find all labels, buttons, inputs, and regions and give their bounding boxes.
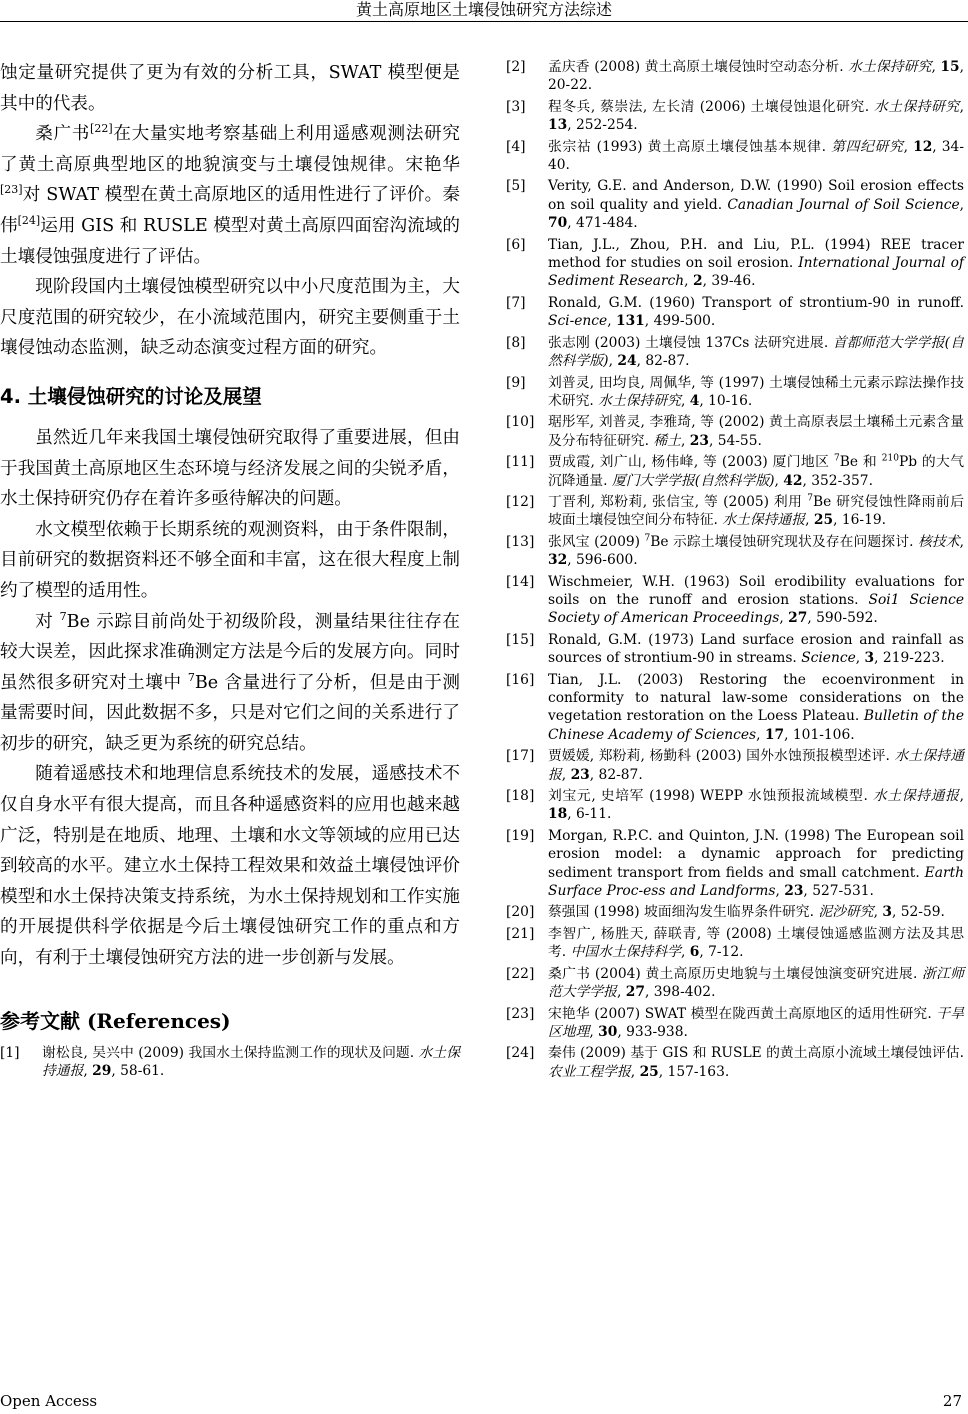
reference-item: [9] 刘普灵, 田均良, 周佩华, 等 (1997) 土壤侵蚀稀土元素示踪法操作技术研究. 水土保持研究, 4, 10-16. [506,374,964,409]
reference-item: [12] 丁晋利, 郑粉莉, 张信宝, 等 (2005) 利用 $^7$Be 研究侵蚀性降雨前后坡面土壤侵蚀空间分布特征. 水土保持通报, 25, 16-19. [506,493,964,529]
reference-item: [22] 桑广书 (2004) 黄土高原历史地貌与土壤侵蚀演变研究进展. 浙江师范大学学报, 27, 398-402. [506,965,965,1001]
paragraph-current-status: 现阶段国内土壤侵蚀模型研究以中小尺度范围为主，大尺度范围的研究较少，在小流域范围内，研究主要侧重于土壤侵蚀动态监测，缺乏动态演变过程方面的研究。 [0,277,460,359]
reference-number: [6] [506,236,526,253]
reference-number: [15] [506,631,535,648]
reference-item: [15] Ronald, G.M. (1973) Land surface erosion and rainfall as sources of strontium-90 in streams. Science, 3, 219-223. [506,631,964,667]
reference-number: [9] [506,374,526,391]
reference-number: [13] [506,533,535,550]
reference-item: [24] 秦伟 (2009) 基于 GIS 和 RUSLE 的黄土高原小流域土壤侵蚀评估. 农业工程学报, 25, 157-163. [506,1045,964,1080]
reference-item: [21] 李智广, 杨胜天, 薛联青, 等 (2008) 土壤侵蚀遥感监测方法及其思考. 中国水土保持科学, 6, 7-12. [506,925,964,961]
reference-item: [4] 张宗祜 (1993) 黄土高原土壤侵蚀基本规律. 第四纪研究, 12, 34-40. [506,138,964,174]
reference-number: [2] [506,59,526,75]
reference-number: [24] [506,1045,535,1062]
section-heading-discussion: 4. 土壤侵蚀研究的讨论及展望 [0,384,262,408]
reference-number: [14] [506,573,535,590]
reference-item: [2] 孟庆香 (2008) 黄土高原土壤侵蚀时空动态分析. 水土保持研究, 15, 20-22. [506,59,965,94]
reference-item: [1] 谢松良, 吴兴中 (2009) 我国水土保持监测工作的现状及问题. 水土保持通报, 29, 58-61. [0,1044,460,1080]
reference-number: [20] [506,904,535,921]
footer-open-access: Open Access [0,1392,98,1410]
reference-number: [18] [506,788,535,805]
right-column [506,58,964,1084]
reference-item: [7] Ronald, G.M. (1960) Transport of strontium-90 in runoff. Sci-ence, 131, 499-500. [506,294,964,330]
references-heading: 参考文献 (References) [0,1008,231,1033]
reference-number: [17] [506,748,535,765]
page-number: 27 [942,1392,962,1410]
reference-number: [5] [506,178,526,195]
reference-number: [11] [506,454,535,471]
reference-list-right [506,58,964,1081]
reference-item: [19] Morgan, R.P.C. and Quinton, J.N. (1998) The European soil erosion model: a dynamic approach for predicting sediment transport from fields and small catchment. Earth Surface Proc-ess and Landforms, 23, 527-531. [506,827,964,900]
reference-item: [14] Wischmeier, W.H. (1963) Soil erodibility evaluations for soils on the runoff and erosion stations. Soi1 Science Society of American Proceedings, 27, 590-592. [506,573,964,627]
reference-item: [17] 贾媛媛, 郑粉莉, 杨勤科 (2003) 国外水蚀预报模型述评. 水土保持通报, 23, 82-87. [506,748,964,783]
reference-item: [13] 张风宝 (2009) $^7$Be 示踪土壤侵蚀研究现状及存在问题探讨. 核技术, 32, 596-600. [506,533,965,569]
reference-item: [3] 程冬兵, 蔡崇法, 左长清 (2006) 土壤侵蚀退化研究. 水土保持研究, 13, 252-254. [506,98,964,134]
reference-number: [12] [506,493,535,510]
reference-item: [6] Tian, J.L., Zhou, P.H. and Liu, P.L. (1994) REE tracer method for studies on soil erosion. International Journal of Sediment Research, 2, 39-46. [506,236,964,290]
reference-item: [8] 张志刚 (2003) 土壤侵蚀 137Cs 法研究进展. 首都师范大学学报(自然科学版), 24, 82-87. [506,334,964,370]
paragraph-continuation: 蚀定量研究提供了更为有效的分析工具，SWAT 模型便是其中的代表。 [0,63,460,114]
reference-list-left [0,1044,460,1081]
reference-item: [18] 刘宝元, 史培军 (1998) WEPP 水蚀预报流域模型. 水土保持通报, 18, 6-11. [506,788,964,823]
paragraph-model-studies: 桑广书[22]在大量实地考察基础上利用遥感观测法研究了黄土高原典型地区的地貌演变与土壤侵蚀规律。宋艳华[23]对 SWAT 模型在黄土高原地区的适用性进行了评价。秦伟[24]运用 GIS 和 RUSLE 模型对黄土高原四面窑沟流域的土壤侵蚀强度进行了评估。 [0,122,460,267]
reference-number: [19] [506,827,535,844]
reference-number: [8] [506,334,526,351]
reference-number: [1] [0,1044,20,1061]
paragraph-remote-sensing: 随着遥感技术和地理信息系统技术的发展，遥感技术不仅自身水平有很大提高，而且各种遥感资料的应用也越来越广泛，特别是在地质、地理、土壤和水文等领域的应用已达到较高的水平。建立水土保持工程效果和效益土壤侵蚀评价模型和水土保持决策支持系统，为水土保持规划和工作实施的开展提供科学依据是今后土壤侵蚀研究工作的重点和方向，有利于土壤侵蚀研究方法的进一步创新与发展。 [0,764,460,969]
reference-number: [23] [506,1005,535,1022]
reference-number: [3] [506,98,526,115]
reference-item: [23] 宋艳华 (2007) SWAT 模型在陇西黄土高原地区的适用性研究. 干旱区地理, 30, 933-938. [506,1005,964,1040]
reference-number: [7] [506,294,526,311]
running-header [0,0,968,22]
reference-item: [11] 贾成霞, 刘广山, 杨伟峰, 等 (2003) 厦门地区 $^7$Be 和 $^{210}$Pb 的大气沉降通量. 厦门大学学报(自然科学版), 42, 352-357. [506,453,964,489]
paragraph-be7-tracer: 对 $^7$Be 示踪目前尚处于初级阶段，测量结果往往存在较大误差，因此探求准确测定方法是今后的发展方向。同时虽然很多研究对土壤中 $^7$Be 含量进行了分析，但是由于测量需要时间，因此数据不多，只是对它们之间的关系进行了初步的研究，缺乏更为系统的研究总结。 [0,609,461,754]
paragraph-problems: 虽然近几年来我国土壤侵蚀研究取得了重要进展，但由于我国黄土高原地区生态环境与经济发展之间的尖锐矛盾，水土保持研究仍存在着许多亟待解决的问题。 [0,427,460,510]
reference-number: [4] [506,138,526,155]
reference-item: [10] 琚彤军, 刘普灵, 李雅琦, 等 (2002) 黄土高原表层土壤稀土元素含量及分布特征研究. 稀土, 23, 54-55. [506,414,964,449]
journal-article-title: 黄土高原地区土壤侵蚀研究方法综述 [355,0,612,19]
reference-number: [22] [506,965,535,982]
reference-number: [16] [506,671,535,688]
reference-item: [5] Verity, G.E. and Anderson, D.W. (1990) Soil erosion effects on soil quality and yield. Canadian Journal of Soil Science, 70, 471-484. [506,178,964,232]
reference-number: [21] [506,925,535,942]
reference-item: [20] 蔡强国 (1998) 坡面细沟发生临界条件研究. 泥沙研究, 3, 52-59. [506,904,945,921]
reference-item: [16] Tian, J.L. (2003) Restoring the ecoenvironment in conformity to natural law-some considerations on the vegetation restoration on the Loess Plateau. Bulletin of the Chinese Academy of Sciences, 17, 101-106. [506,671,965,743]
paragraph-hydrologic-models: 水文模型依赖于长期系统的观测资料，由于条件限制，目前研究的数据资料还不够全面和丰富，这在很大程度上制约了模型的适用性。 [0,519,460,601]
left-column [0,58,460,1083]
reference-number: [10] [506,414,535,431]
